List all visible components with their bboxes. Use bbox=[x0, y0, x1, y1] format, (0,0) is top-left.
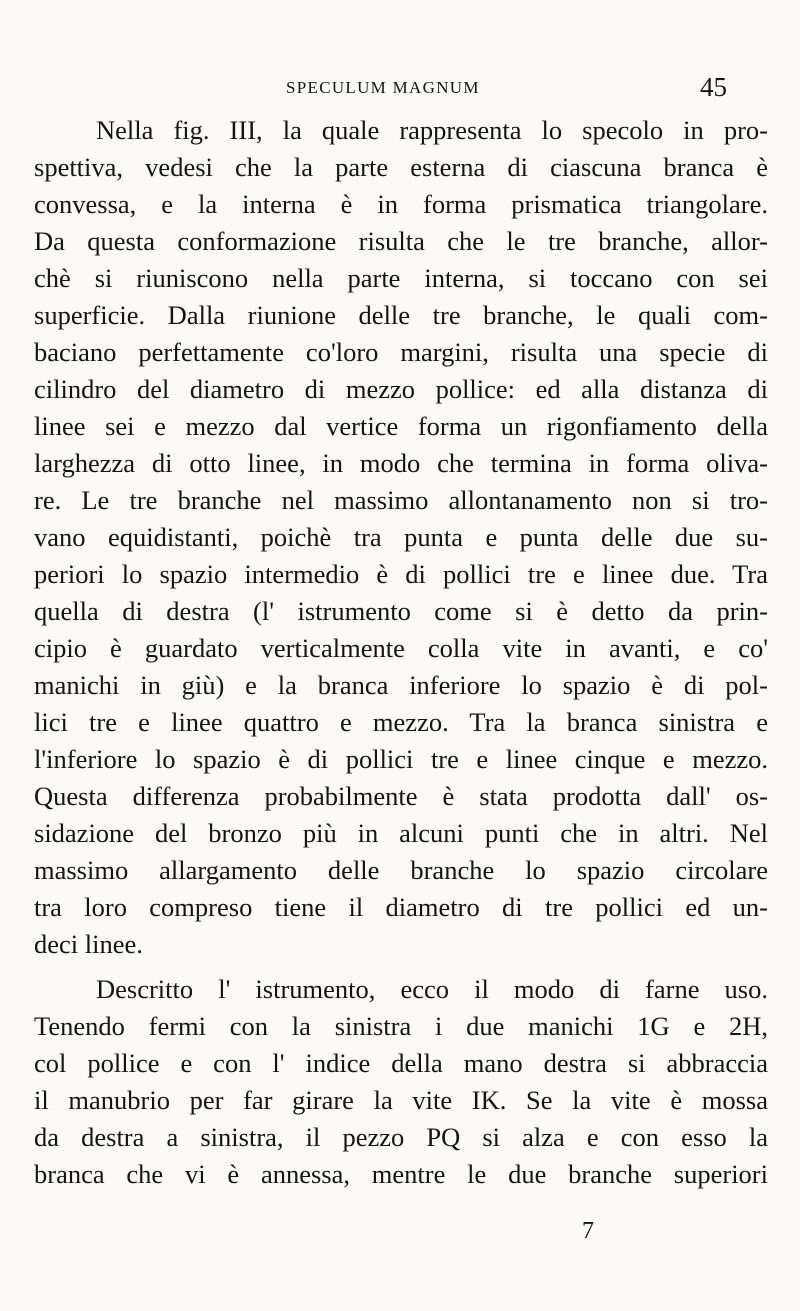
text-line: re. Le tre branche nel massimo allontanamento non si tro- bbox=[34, 485, 768, 515]
paragraph bbox=[34, 971, 768, 1193]
text-line: baciano perfettamente co'loro margini, risulta una specie di bbox=[34, 337, 768, 367]
text-line: linee sei e mezzo dal vertice forma un rigonfiamento della bbox=[34, 411, 768, 441]
text-line: branca che vi è annessa, mentre le due branche superiori bbox=[34, 1159, 768, 1189]
text-line: periori lo spazio intermedio è di pollici tre e linee due. Tra bbox=[34, 559, 768, 589]
running-title: SPECULUM MAGNUM bbox=[286, 78, 480, 97]
text-line: lici tre e linee quattro e mezzo. Tra la branca sinistra e bbox=[34, 707, 768, 737]
text-line: deci linee. bbox=[34, 929, 143, 959]
text-line: spettiva, vedesi che la parte esterna di ciascuna branca è bbox=[34, 152, 768, 182]
page-number: 45 bbox=[700, 72, 727, 102]
paragraph-gap bbox=[34, 963, 768, 971]
text-line: convessa, e la interna è in forma prismatica triangolare. bbox=[34, 189, 768, 219]
text-line: cipio è guardato verticalmente colla vite in avanti, e co' bbox=[34, 633, 768, 663]
text-line: larghezza di otto linee, in modo che termina in forma oliva- bbox=[34, 448, 768, 478]
text-line: Nella fig. III, la quale rappresenta lo specolo in pro- bbox=[96, 115, 768, 145]
text-line: Descritto l' istrumento, ecco il modo di farne uso. bbox=[96, 974, 768, 1004]
signature-mark: 7 bbox=[582, 1218, 594, 1244]
text-line: tra loro compreso tiene il diametro di tre pollici ed un- bbox=[34, 892, 768, 922]
text-line: chè si riuniscono nella parte interna, si toccano con sei bbox=[34, 263, 768, 293]
text-line: l'inferiore lo spazio è di pollici tre e linee cinque e mezzo. bbox=[34, 744, 768, 774]
text-line: da destra a sinistra, il pezzo PQ si alza e con esso la bbox=[34, 1122, 768, 1152]
text-line: Questa differenza probabilmente è stata prodotta dall' os- bbox=[34, 781, 768, 811]
text-line: cilindro del diametro di mezzo pollice: ed alla distanza di bbox=[34, 374, 768, 404]
text-line: Da questa conformazione risulta che le tre branche, allor- bbox=[34, 226, 768, 256]
text-line: vano equidistanti, poichè tra punta e punta delle due su- bbox=[34, 522, 768, 552]
text-line: manichi in giù) e la branca inferiore lo spazio è di pol- bbox=[34, 670, 768, 700]
text-line: superficie. Dalla riunione delle tre branche, le quali com- bbox=[34, 300, 768, 330]
running-head bbox=[0, 72, 800, 102]
text-line: quella di destra (l' istrumento come si è detto da prin- bbox=[34, 596, 768, 626]
text-line: Tenendo fermi con la sinistra i due manichi 1G e 2H, bbox=[34, 1011, 768, 1041]
text-line: il manubrio per far girare la vite IK. Se la vite è mossa bbox=[34, 1085, 768, 1115]
text-line: sidazione del bronzo più in alcuni punti che in altri. Nel bbox=[34, 818, 768, 848]
text-line: massimo allargamento delle branche lo spazio circolare bbox=[34, 855, 768, 885]
body-text bbox=[34, 112, 768, 1193]
paragraph bbox=[34, 112, 768, 963]
text-line: col pollice e con l' indice della mano destra si abbraccia bbox=[34, 1048, 768, 1078]
